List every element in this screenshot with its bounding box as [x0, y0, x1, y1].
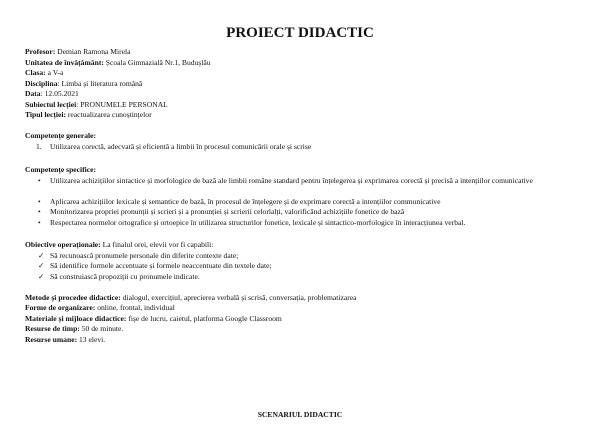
document-title: PROIECT DIDACTIC: [226, 25, 374, 41]
value: a V-a: [45, 68, 64, 77]
list-item: Să recunoască pronumele personale din diferite contexte date;: [50, 250, 239, 260]
label: Data: [25, 89, 41, 98]
label: Forme de organizare:: [25, 303, 96, 312]
bullet-icon: •: [38, 176, 41, 185]
label: Metode și procedee didactice:: [25, 292, 121, 302]
info-subiect: [25, 100, 168, 110]
label: Profesor:: [25, 47, 56, 56]
label: Materiale și mijloace didactice:: [25, 313, 127, 323]
info-disciplina: [25, 79, 142, 89]
value: online, frontal, individual: [95, 303, 175, 312]
checkmark-icon: ✓: [38, 261, 45, 270]
value: : 12.05.2021: [40, 89, 79, 98]
label: Resurse de timp:: [25, 324, 80, 333]
resurse-forme: [25, 303, 175, 313]
value: Demian Ramona Mirela: [55, 47, 131, 56]
obiective-heading: [25, 240, 213, 250]
heading: Competențe specifice:: [25, 165, 97, 174]
value: dialogul, exercițiul, aprecierea verbală și scrisă, conversația, problematizarea: [120, 292, 357, 302]
info-unitatea: [25, 58, 211, 68]
label: Subiectul lecției: [25, 99, 77, 109]
info-data: [25, 89, 79, 99]
value: reactualizarea cunoștințelor: [66, 110, 152, 119]
checkmark-icon: ✓: [38, 250, 45, 260]
list-item: Respectarea normelor ortografice și ortoepice în utilizarea structurilor fonetice, lexicale și sintactico-morfologice în interacțiunea verbal.: [50, 217, 466, 227]
section-title-scenariu: SCENARIUL DIDACTIC: [257, 410, 343, 419]
value: 13 elevi.: [77, 334, 106, 344]
label: Tipul lecției:: [25, 110, 66, 119]
resurse-materiale: [25, 314, 282, 324]
resurse-umane: [25, 335, 105, 345]
bullet-icon: •: [38, 196, 41, 206]
value: fișe de lucru, caietul, platforma Google Classroom: [126, 313, 282, 323]
label: Unitatea de învățământ:: [25, 57, 104, 67]
list-item: Să identifice formele accentuate și formele neaccentuate din textele date;: [50, 261, 272, 270]
list-number: 1.: [36, 142, 42, 151]
label: Obiective operaționale:: [25, 240, 101, 249]
label: Clasa:: [25, 68, 46, 77]
info-tipul: [25, 110, 152, 120]
competente-specifice-heading: [25, 165, 96, 175]
list-item: Monitorizarea propriei pronunții și scrieri și a pronunției și scrierii celorlalți, valorificând achizițiile fonetice de bază: [50, 207, 405, 216]
resurse-timp: [25, 324, 123, 334]
value: : PRONUMELE PERSONAL: [76, 99, 168, 109]
value: : Limba și literatura română: [57, 78, 143, 88]
list-item: Aplicarea achizițiilor lexicale și semantice de bază, în procesul de înțelegere și de exprimare corectă a intențiilor communicative: [50, 196, 441, 206]
value: La finalul orei, elevii vor fi capabili:: [100, 240, 214, 249]
info-profesor: [25, 47, 131, 57]
resurse-metode: [25, 293, 357, 303]
list-item: Utilizarea corectă, adecvată și eficientă a limbii în procesul comunicării orale și scrise: [50, 142, 312, 151]
heading: Competențe generale:: [25, 131, 97, 140]
value: Școala Gimnazială Nr.1, Budușlău: [103, 57, 211, 67]
value: 50 de minute.: [79, 324, 124, 333]
list-item: Utilizarea achizițiilor sintactice și morfologice de bază ale limbii române standard pentru înțelegerea și exprimarea corectă și precisă a intențiilor comunicative: [50, 176, 533, 185]
info-clasa: [25, 68, 63, 78]
checkmark-icon: ✓: [38, 271, 45, 281]
bullet-icon: •: [38, 217, 41, 227]
label: Resurse umane:: [25, 334, 78, 344]
label: Disciplina: [25, 78, 58, 88]
bullet-icon: •: [38, 207, 41, 216]
competente-generale-heading: [25, 131, 96, 141]
list-item: Să construiască propoziții cu pronumele indicate.: [50, 271, 200, 281]
